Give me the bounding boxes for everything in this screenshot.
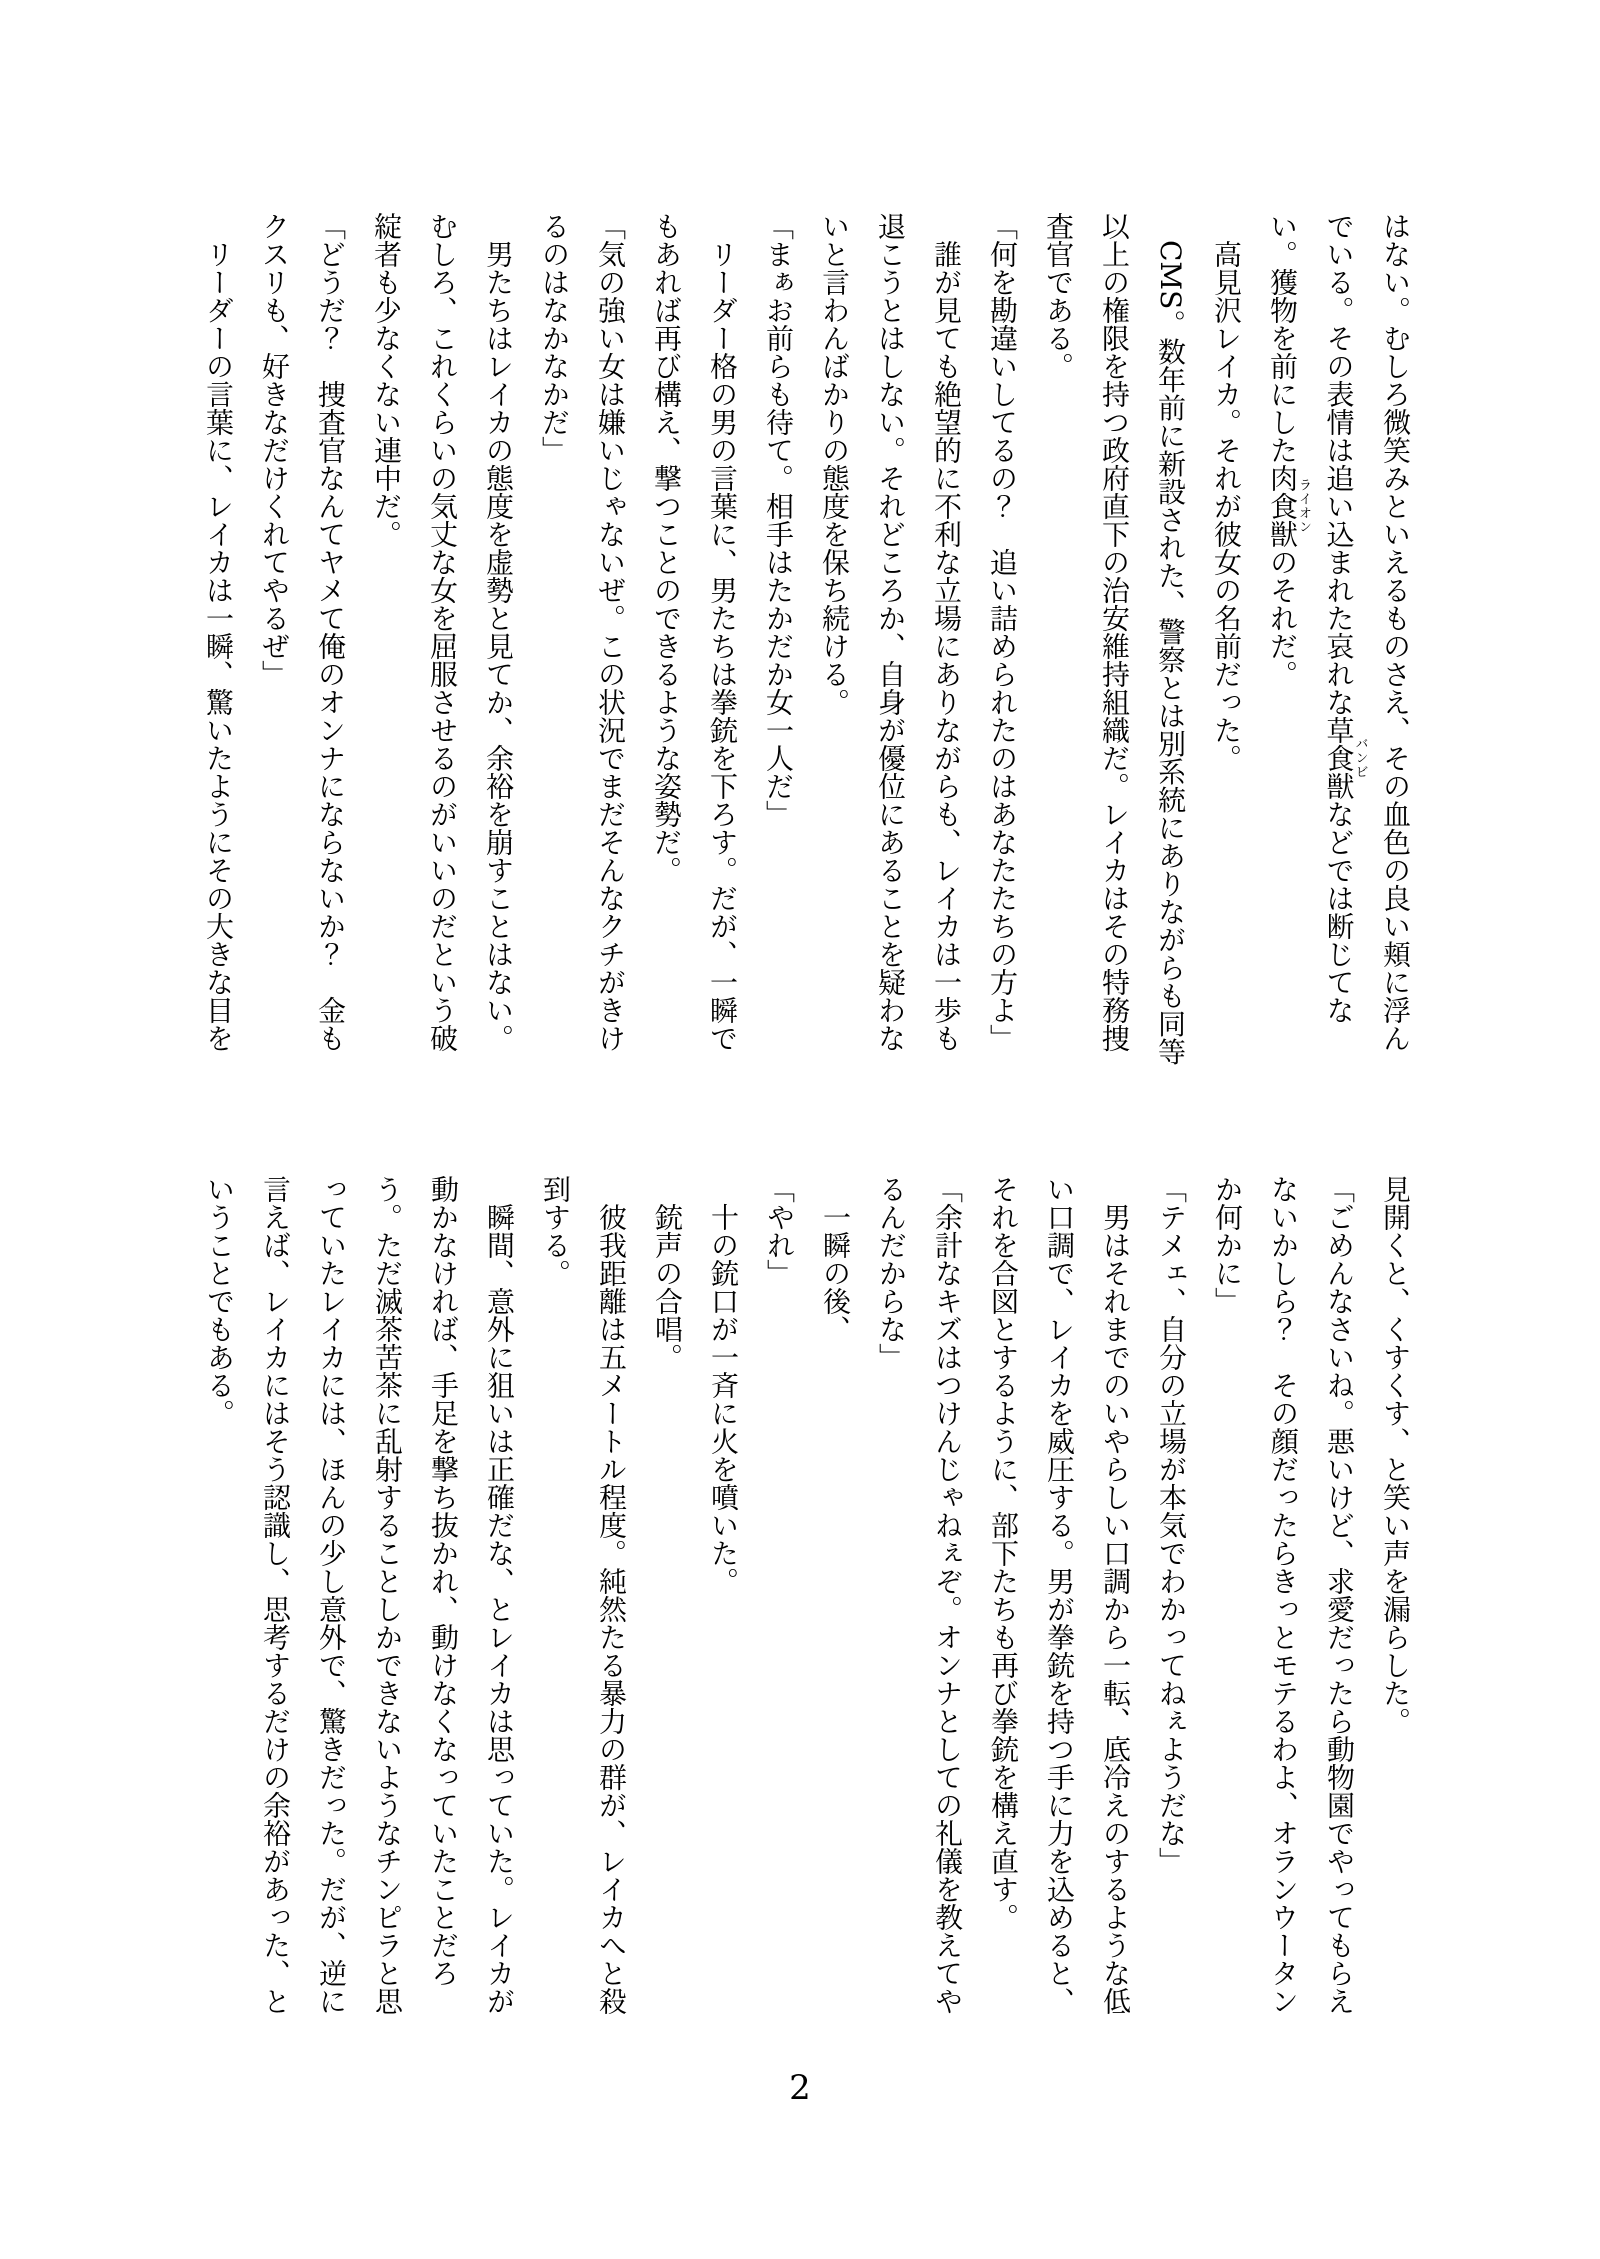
text-block-top: [190, 212, 1423, 1066]
page-number: 2: [789, 2068, 811, 2108]
text-line: リーダー格の男の言葉に、男たちは拳銃を下ろす。だが、一瞬で: [706, 240, 739, 1052]
text-line: それを合図とするように、部下たちも再び拳銃を構え直す。: [987, 1175, 1020, 1931]
text-line: 「何を勘違いしてるの？ 追い詰められたのはあなたたちの方よ」: [986, 212, 1019, 1052]
text-line: 以上の権限を持つ政府直下の治安維持組織だ。レイカはその特務捜: [1098, 212, 1131, 1052]
text-line: 綻者も少なくない連中だ。: [370, 212, 403, 548]
text-line: いと言わんばかりの態度を保ち続ける。: [818, 212, 851, 716]
text-line: 男たちはレイカの態度を虚勢と見てか、余裕を崩すことはない。: [482, 240, 515, 1052]
text-line: い口調で、レイカを威圧する。男が拳銃を持つ手に力を込めると、: [1043, 1175, 1076, 2015]
text-line: リーダーの言葉に、レイカは一瞬、驚いたようにその大きな目を: [202, 240, 235, 1052]
text-line: か何かに」: [1211, 1175, 1244, 1315]
text-line: CMS。数年前に新設された、警察とは別系統にありながらも同等: [1154, 240, 1187, 1066]
text-line: 「やれ」: [763, 1175, 796, 1287]
text-line: 退こうとはしない。それどころか、自身が優位にあることを疑わな: [874, 212, 907, 1052]
text-line: むしろ、これくらいの気丈な女を屈服させるのがいいのだという破: [426, 212, 459, 1052]
text-line: 言えば、レイカにはそう認識し、思考するだけの余裕があった、と: [259, 1175, 292, 2015]
text-line: るのはなかなかだ」: [538, 212, 571, 464]
text-line: 「ごめんなさいね。悪いけど、求愛だったら動物園でやってもらえ: [1323, 1175, 1356, 2015]
text-line: 誰が見ても絶望的に不利な立場にありながらも、レイカは一歩も: [930, 240, 963, 1052]
text-line: ないかしら？ その顔だったらきっとモテるわよ、オランウータン: [1267, 1175, 1300, 2015]
text-line: っていたレイカには、ほんの少し意外で、驚きだった。だが、逆に: [315, 1175, 348, 2015]
text-line: でいる。その表情は追い込まれた哀れな草食獣バンビなどでは断じてな: [1322, 212, 1368, 1024]
text-line: いうことでもある。: [203, 1175, 236, 1427]
text-line: 動かなければ、手足を撃ち抜かれ、動けなくなっていたことだろ: [427, 1175, 460, 1987]
text-line: もあれば再び構え、撃つことのできるような姿勢だ。: [650, 212, 683, 884]
text-line: るんだからな」: [875, 1175, 908, 1371]
text-line: 「まぁお前らも待て。相手はたかだか女一人だ」: [762, 212, 795, 828]
text-line: 男はそれまでのいやらしい口調から一転、底冷えのするような低: [1099, 1203, 1132, 2015]
text-line: 見開くと、くすくす、と笑い声を漏らした。: [1379, 1175, 1412, 1735]
text-line: 「どうだ？ 捜査官なんてヤメて俺のオンナにならないか？ 金も: [314, 212, 347, 1052]
text-line: 一瞬の後、: [819, 1203, 852, 1343]
text-line: 瞬間、意外に狙いは正確だな、とレイカは思っていた。レイカが: [483, 1203, 516, 2015]
text-line: 「余計なキズはつけんじゃねぇぞ。オンナとしての礼儀を教えてや: [931, 1175, 964, 2015]
ruby-annotation: 草食獣バンビ: [1322, 716, 1368, 800]
text-line: 銃声の合唱。: [651, 1203, 684, 1371]
text-line: 到する。: [539, 1175, 572, 1287]
ruby-annotation: 肉食獣ライオン: [1266, 464, 1311, 548]
text-line: 彼我距離は五メートル程度。純然たる暴力の群が、レイカへと殺: [595, 1203, 628, 2015]
text-line: クスリも、好きなだけくれてやるぜ」: [258, 212, 291, 688]
text-line: 査官である。: [1042, 212, 1075, 380]
text-line: 「気の強い女は嫌いじゃないぜ。この状況でまだそんなクチがきけ: [594, 212, 627, 1052]
text-line: い。獲物を前にした肉食獣ライオンのそれだ。: [1266, 212, 1311, 688]
text-line: 高見沢レイカ。それが彼女の名前だった。: [1210, 240, 1243, 772]
text-line: う。ただ滅茶苦茶に乱射することしかできないようなチンピラと思: [371, 1175, 404, 2015]
text-line: 「テメェ、自分の立場が本気でわかってねぇようだな」: [1155, 1175, 1188, 1875]
text-block-bottom: [191, 1175, 1423, 2021]
text-line: 十の銃口が一斉に火を噴いた。: [707, 1203, 740, 1595]
text-line: はない。むしろ微笑みといえるものさえ、その血色の良い頬に浮ん: [1379, 212, 1412, 1052]
